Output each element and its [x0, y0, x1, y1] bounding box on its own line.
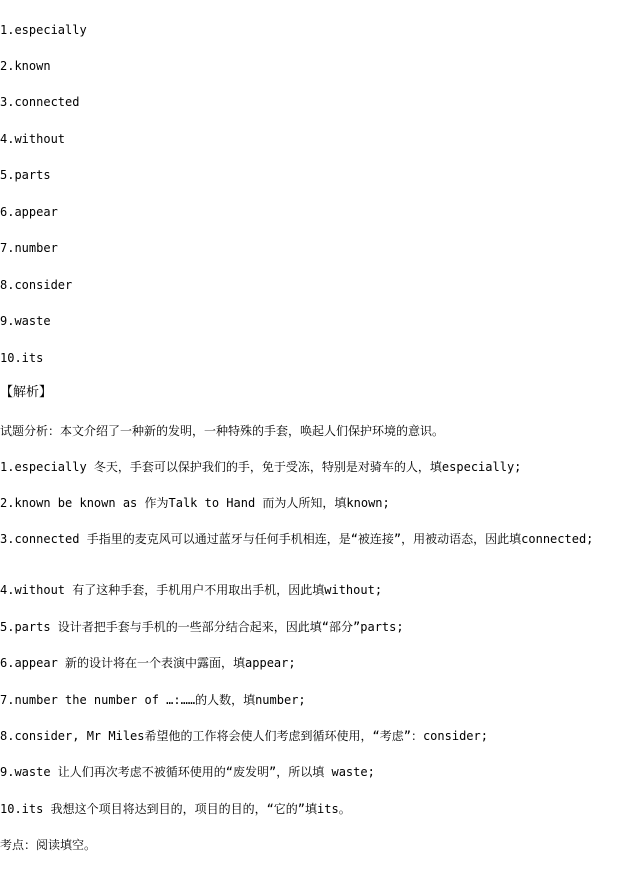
analysis-summary: 试题分析：本文介绍了一种新的发明，一种特殊的手套，唤起人们保护环境的意识。: [0, 424, 445, 438]
answer-10: 10.its: [0, 351, 44, 365]
answer-2: 2.known: [0, 59, 51, 73]
analysis-heading: 【解析】: [0, 385, 53, 400]
answer-4: 4.without: [0, 132, 66, 146]
explanation-6: 6.appear 新的设计将在一个表演中露面，填appear;: [0, 656, 296, 670]
answer-8: 8.consider: [0, 278, 73, 292]
kaodian: 考点：阅读填空。: [0, 838, 97, 852]
explanation-2: 2.known be known as 作为Talk to Hand 而为人所知，填known;: [0, 496, 390, 510]
explanation-3: 3.connected 手指里的麦克风可以通过蓝牙与任何手机相连，是“被连接”，用被动语态，因此填connected;: [0, 532, 594, 546]
answer-7: 7.number: [0, 241, 58, 255]
explanation-8: 8.consider, Mr Miles希望他的工作将会使人们考虑到循环使用，“考虑”：consider;: [0, 729, 488, 743]
explanation-5: 5.parts 设计者把手套与手机的一些部分结合起来，因此填“部分”parts;: [0, 620, 404, 634]
answer-1: 1.especially: [0, 23, 87, 37]
answer-3: 3.connected: [0, 95, 80, 109]
answer-6: 6.appear: [0, 205, 58, 219]
explanation-10: 10.its 我想这个项目将达到目的，项目的目的，“它的”填its。: [0, 802, 351, 816]
answer-9: 9.waste: [0, 314, 51, 328]
explanation-7: 7.number the number of …:……的人数，填number;: [0, 693, 306, 707]
explanation-4: 4.without 有了这种手套，手机用户不用取出手机，因此填without;: [0, 583, 383, 597]
explanation-1: 1.especially 冬天，手套可以保护我们的手，免于受冻，特别是对骑车的人，填especially;: [0, 460, 522, 474]
explanation-9: 9.waste 让人们再次考虑不被循环使用的“废发明”，所以填 waste;: [0, 765, 375, 779]
answer-5: 5.parts: [0, 168, 51, 182]
